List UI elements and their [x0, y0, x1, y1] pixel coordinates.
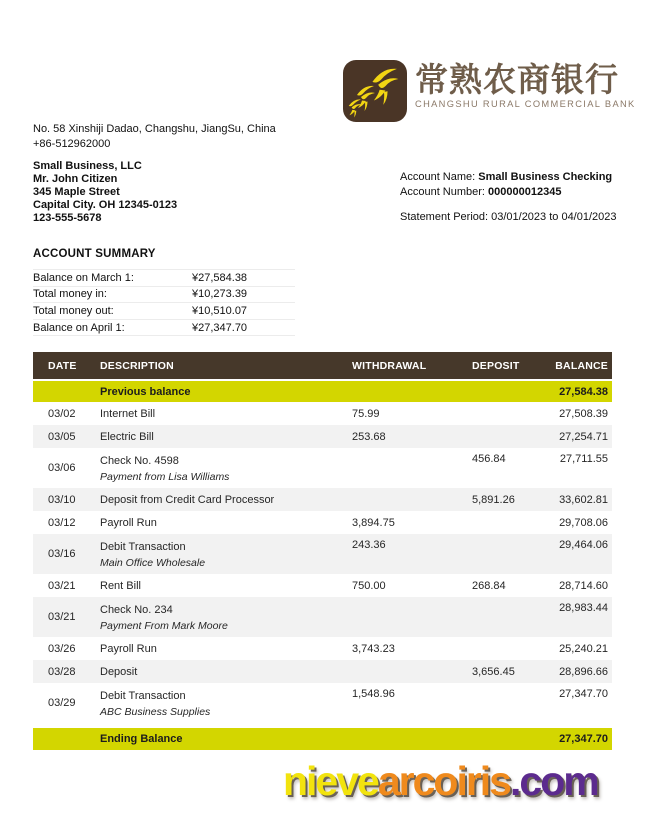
table-row: [33, 511, 612, 534]
watermark-part-1: nieve: [283, 758, 378, 804]
transaction-date: 03/02: [48, 407, 76, 420]
transaction-date: 03/26: [48, 642, 76, 655]
transaction-date: 03/12: [48, 516, 76, 529]
bank-address: [33, 122, 276, 152]
ending-balance-value: 27,347.70: [559, 733, 608, 745]
customer-street: 345 Maple Street: [33, 186, 120, 198]
transaction-deposit: [472, 597, 545, 602]
summary-value: ¥27,584.38: [192, 271, 248, 284]
transaction-withdrawal: 3,894.75: [352, 516, 395, 529]
transaction-description: Payroll Run: [100, 516, 157, 529]
transaction-balance: 27,508.39: [559, 407, 608, 420]
transaction-balance: 29,708.06: [559, 516, 608, 529]
transaction-deposit: 268.84: [472, 579, 506, 592]
account-name-label: Account Name:: [400, 171, 479, 183]
table-row: [33, 597, 612, 637]
transaction-balance: 27,711.55: [559, 453, 608, 465]
table-row: [33, 425, 612, 448]
transaction-description: Deposit from Credit Card Processor: [100, 493, 275, 506]
transaction-description: Rent Bill: [100, 579, 141, 592]
header-withdrawal: WITHDRAWAL: [352, 359, 427, 372]
ending-balance-label: Ending Balance: [100, 733, 183, 745]
transaction-date: 03/28: [48, 665, 76, 678]
account-summary-title: ACCOUNT SUMMARY: [33, 248, 156, 260]
table-row: [33, 534, 612, 574]
summary-label: Balance on March 1:: [33, 271, 134, 284]
transaction-date: 03/16: [48, 548, 76, 560]
transaction-deposit: 3,656.45: [472, 665, 515, 678]
transaction-withdrawal: 750.00: [352, 579, 386, 592]
statement-period-value: 03/01/2023 to 04/01/2023: [491, 211, 617, 223]
bank-logo: [343, 60, 407, 122]
bank-phone: +86-512962000: [33, 138, 111, 150]
transaction-balance: 28,983.44: [559, 602, 608, 614]
header-balance: BALANCE: [555, 359, 608, 372]
summary-label: Total money out:: [33, 304, 114, 317]
account-name-value: Small Business Checking: [478, 171, 613, 183]
transaction-date: 03/21: [48, 579, 76, 592]
account-summary-table: [33, 269, 295, 336]
transaction-balance: 28,714.60: [559, 579, 608, 592]
bank-name-chinese: 常熟农商银行: [415, 61, 619, 98]
transaction-balance: 33,602.81: [559, 493, 608, 506]
bank-name-english: CHANGSHU RURAL COMMERCIAL BANK: [415, 99, 636, 109]
swallow-birds-icon: [343, 60, 407, 122]
summary-label: Total money in:: [33, 288, 107, 301]
summary-row: [33, 303, 295, 320]
transaction-description: Debit Transaction: [100, 540, 186, 553]
customer-address-block: [33, 160, 177, 225]
transaction-balance: 28,896.66: [559, 665, 608, 678]
table-row: [33, 574, 612, 597]
table-row: [33, 448, 612, 488]
transaction-note: ABC Business Supplies: [100, 705, 211, 718]
transaction-date: 03/21: [48, 611, 76, 623]
transaction-description: Payroll Run: [100, 642, 157, 655]
transaction-balance: 29,464.06: [559, 539, 608, 551]
table-row: [33, 402, 612, 425]
summary-label: Balance on April 1:: [33, 321, 125, 334]
table-row: [33, 683, 612, 723]
transaction-balance: 25,240.21: [559, 642, 608, 655]
transaction-date: 03/06: [48, 462, 76, 474]
table-row: [33, 637, 612, 660]
transaction-description: Check No. 4598: [100, 454, 179, 467]
table-row: [33, 488, 612, 511]
bank-address-line: No. 58 Xinshiji Dadao, Changshu, JiangSu, China: [33, 123, 276, 135]
transactions-table: [33, 352, 612, 750]
previous-balance-value: 27,584.38: [559, 385, 608, 398]
summary-value: ¥10,510.07: [192, 304, 248, 317]
header-description: DESCRIPTION: [100, 359, 174, 372]
bank-name-block: [415, 61, 636, 109]
customer-company: Small Business, LLC: [33, 160, 142, 172]
account-name-line: [400, 170, 612, 185]
transaction-description: Electric Bill: [100, 430, 154, 443]
transaction-date: 03/05: [48, 430, 76, 443]
transaction-date: 03/29: [48, 697, 76, 709]
header-date: DATE: [48, 359, 77, 372]
statement-period-line: [400, 211, 617, 223]
transaction-deposit: 456.84: [472, 453, 506, 465]
transaction-description: Deposit: [100, 665, 138, 678]
transaction-deposit: 5,891.26: [472, 493, 515, 506]
account-number-value: 000000012345: [488, 186, 562, 198]
customer-city: Capital City. OH 12345-0123: [33, 199, 178, 211]
transaction-note: Payment from Lisa Williams: [100, 470, 230, 483]
transaction-withdrawal: [352, 597, 472, 602]
transaction-withdrawal: 75.99: [352, 407, 380, 420]
watermark-part-2: arcoiris: [377, 758, 510, 804]
summary-row: [33, 270, 295, 287]
ending-balance-row: [33, 728, 612, 750]
previous-balance-label: Previous balance: [100, 385, 191, 398]
summary-row: [33, 320, 295, 337]
transaction-deposit: [472, 683, 545, 688]
transaction-note: Payment From Mark Moore: [100, 619, 228, 632]
transaction-date: 03/10: [48, 493, 76, 506]
account-number-label: Account Number:: [400, 186, 489, 198]
transaction-note: Main Office Wholesale: [100, 556, 206, 569]
summary-value: ¥10,273.39: [192, 288, 248, 301]
transaction-balance: 27,347.70: [559, 688, 608, 700]
transaction-description: Debit Transaction: [100, 689, 186, 702]
statement-period-label: Statement Period:: [400, 211, 492, 223]
table-row: [33, 660, 612, 683]
transaction-description: Internet Bill: [100, 407, 156, 420]
summary-row: [33, 287, 295, 304]
transaction-withdrawal: [352, 448, 472, 453]
transaction-balance: 27,254.71: [559, 430, 608, 443]
customer-name: Mr. John Citizen: [33, 173, 118, 185]
transaction-withdrawal: 3,743.23: [352, 642, 395, 655]
customer-phone: 123-555-5678: [33, 212, 102, 224]
previous-balance-row: [33, 379, 612, 402]
watermark-part-3: .com: [510, 758, 598, 804]
transaction-deposit: [472, 534, 545, 539]
site-watermark: [283, 758, 598, 805]
transaction-withdrawal: 1,548.96: [352, 688, 395, 700]
account-info: [400, 170, 612, 200]
account-number-line: [400, 185, 612, 200]
transaction-withdrawal: 253.68: [352, 430, 386, 443]
header-deposit: DEPOSIT: [472, 359, 520, 372]
transaction-description: Check No. 234: [100, 603, 173, 616]
summary-value: ¥27,347.70: [192, 321, 248, 334]
table-header: [33, 352, 612, 379]
transaction-withdrawal: 243.36: [352, 539, 386, 551]
